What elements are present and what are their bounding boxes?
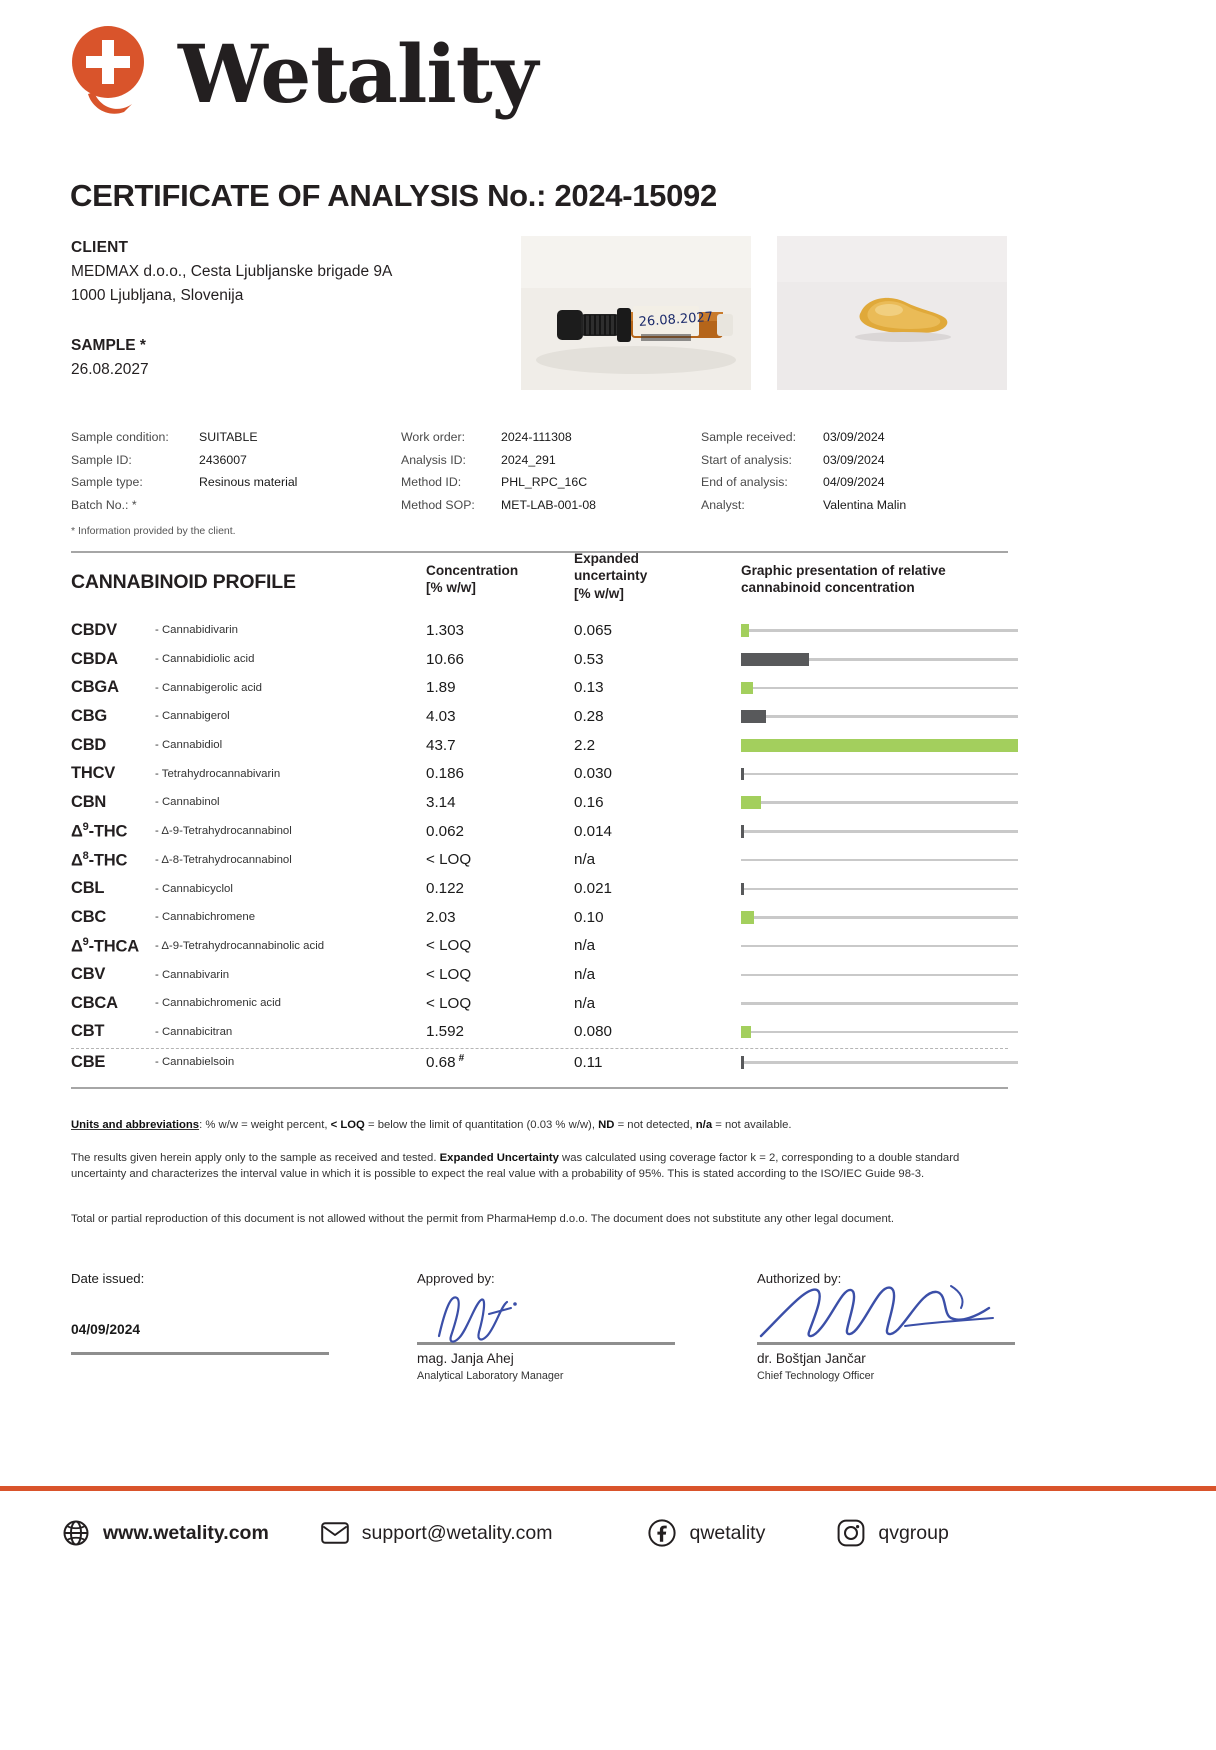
cannabinoid-name: - Cannabichromene (155, 911, 256, 924)
meta-row (401, 453, 701, 476)
units-rest-d: = not available. (712, 1119, 792, 1131)
reproduction-note: Total or partial reproduction of this document is not allowed without the permit from PharmaHemp d.o.o. The document does not substitute any other legal document. (71, 1213, 895, 1225)
cannabinoid-abbr: CBGA (71, 678, 119, 697)
cannabinoid-abbr: CBD (71, 735, 107, 754)
table-row (71, 989, 1008, 1018)
units-nd: ND (598, 1119, 615, 1131)
col-graphic-line1: Graphic presentation of relative (741, 563, 946, 578)
cannabinoid-name: - Cannabichromenic acid (155, 997, 281, 1010)
meta-row (701, 475, 1001, 498)
cannabinoid-concentration: 0.186 (426, 765, 465, 783)
cannabinoid-concentration: 4.03 (426, 707, 456, 725)
footer-instagram[interactable] (837, 1519, 948, 1547)
approved-by-label: Approved by: (417, 1271, 495, 1286)
cannabinoid-bar-cell (741, 967, 1008, 983)
cannabinoid-name: - Cannabielsoin (155, 1056, 235, 1069)
cannabinoid-uncertainty: 0.16 (574, 793, 604, 811)
cannabinoid-concentration: < LOQ (426, 994, 472, 1012)
cannabinoid-bar-cell (741, 708, 1008, 724)
bar-track (741, 1031, 1018, 1034)
table-row (71, 645, 1008, 674)
cannabinoid-name: - Δ-8-Tetrahydrocannabinol (155, 853, 292, 866)
bar-fill (741, 682, 753, 695)
table-dashed-rule (71, 1048, 1008, 1049)
meta-value: 2024_291 (501, 452, 556, 467)
authorized-name: dr. Boštjan Jančar (757, 1351, 866, 1366)
cannabinoid-bar-cell (741, 737, 1008, 753)
cannabinoid-abbr: THCV (71, 764, 116, 783)
meta-key: Method ID: (401, 475, 462, 489)
client-address-line-2: 1000 Ljubljana, Slovenija (71, 287, 244, 305)
cannabinoid-uncertainty: 0.030 (574, 765, 613, 783)
bar-fill (741, 911, 754, 924)
bar-track (741, 974, 1018, 977)
cannabinoid-abbr: CBN (71, 792, 107, 811)
meta-row (401, 430, 701, 453)
cannabinoid-concentration: < LOQ (426, 851, 472, 869)
cannabinoid-name: - Cannabigerol (155, 710, 230, 723)
cannabinoid-bar-cell (741, 622, 1008, 638)
bar-track (741, 687, 1018, 690)
page-title: CERTIFICATE OF ANALYSIS No.: 2024-15092 (70, 178, 717, 213)
cannabinoid-bar-cell (741, 938, 1008, 954)
cannabinoid-bar-cell (741, 651, 1008, 667)
results-text-b: was calculated using coverage factor k = 2, corresponding to a double standard uncertainty and characterizes the interval value in which it is possible to expect the real value with a probability of 95%. This is stated according to the ISO/IEC Guide 98-3. (71, 1152, 960, 1181)
bar-fill (741, 739, 1018, 752)
table-row (71, 817, 1008, 846)
meta-value: 2024-111308 (501, 430, 572, 444)
bar-fill (741, 1026, 751, 1039)
meta-key: Start of analysis: (701, 452, 792, 467)
col-unc-line1: Expanded (574, 551, 639, 566)
cannabinoid-bar-cell (741, 766, 1008, 782)
brand-name: Wetality (178, 27, 538, 121)
bar-track (741, 801, 1018, 804)
cannabinoid-concentration: 10.66 (426, 650, 465, 668)
globe-icon (62, 1519, 90, 1547)
cannabinoid-name: - Cannabigerolic acid (155, 681, 263, 694)
cannabinoid-uncertainty: 0.53 (574, 650, 604, 668)
results-text-a: The results given herein apply only to the sample as received and tested. (71, 1152, 440, 1164)
column-header-concentration (426, 562, 518, 597)
cannabinoid-bar-cell (741, 995, 1008, 1011)
table-row (71, 903, 1008, 932)
cannabinoid-uncertainty: 0.080 (574, 1023, 613, 1041)
cannabinoid-uncertainty: 0.10 (574, 908, 604, 926)
bar-track (741, 888, 1018, 891)
footer-instagram-text: qvgroup (878, 1521, 949, 1544)
bar-track (741, 1061, 1018, 1064)
bar-fill (741, 768, 744, 781)
meta-key: Work order: (401, 430, 466, 444)
date-issued-line (71, 1352, 329, 1355)
cannabinoid-bar-cell (741, 680, 1008, 696)
cannabinoid-name: - Cannabicyclol (155, 882, 233, 895)
cannabinoid-concentration: 1.89 (426, 679, 456, 697)
cannabinoid-concentration: 0.062 (426, 822, 465, 840)
meta-value: MET-LAB-001-08 (501, 497, 597, 512)
authorized-signature-area (757, 1286, 1015, 1338)
cannabinoid-uncertainty: 0.28 (574, 707, 604, 725)
units-rest-c: = not detected, (614, 1119, 696, 1131)
cannabinoid-concentration: 1.592 (426, 1023, 465, 1041)
bar-track (741, 715, 1018, 718)
bar-track (741, 629, 1018, 632)
table-row (71, 731, 1008, 760)
table-row (71, 1046, 1008, 1078)
sample-photo-resin (777, 236, 1007, 390)
table-row (71, 788, 1008, 817)
footer-website[interactable] (62, 1519, 269, 1547)
authorized-signature-line (757, 1342, 1015, 1345)
col-graphic-line2: cannabinoid concentration (741, 580, 915, 596)
bar-fill (741, 1056, 744, 1069)
col-conc-line1: Concentration (426, 563, 519, 578)
bar-track (741, 1002, 1018, 1005)
cannabinoid-name: - Cannabidiolic acid (155, 653, 255, 666)
meta-key: Sample ID: (71, 452, 132, 467)
meta-key: Method SOP: (401, 497, 475, 512)
cannabinoid-name: - Tetrahydrocannabivarin (155, 767, 281, 780)
table-title: CANNABINOID PROFILE (71, 571, 296, 593)
cannabinoid-abbr: CBDV (71, 620, 117, 639)
sample-value: 26.08.2027 (71, 361, 149, 379)
cannabinoid-concentration: 3.14 (426, 793, 456, 811)
cannabinoid-uncertainty: n/a (574, 851, 596, 869)
approved-signature-line (417, 1342, 675, 1345)
facebook-icon (648, 1519, 676, 1547)
meta-row (401, 475, 701, 498)
cannabinoid-uncertainty: 0.065 (574, 621, 613, 639)
cannabinoid-name: - Cannabivarin (155, 968, 230, 981)
footer-facebook[interactable] (648, 1519, 765, 1547)
sample-photo-syringe (521, 236, 751, 390)
cannabinoid-uncertainty: n/a (574, 937, 596, 955)
svg-text:26.08.2027: 26.08.2027 (638, 309, 714, 330)
units-rest-a: : % w/w = weight percent, (199, 1119, 331, 1131)
results-note (71, 1150, 1011, 1183)
table-row (71, 702, 1008, 731)
cannabinoid-bar-cell (741, 1054, 1008, 1070)
cannabinoid-name: - Δ-9-Tetrahydrocannabinol (155, 825, 292, 838)
meta-row (401, 498, 701, 521)
cannabinoid-abbr: $\Delta^9$-THC (71, 820, 128, 841)
table-row (71, 759, 1008, 788)
cannabinoid-abbr: CBE (71, 1052, 106, 1071)
metadata-column-3 (701, 430, 1001, 520)
cannabinoid-concentration: 0.68 # (426, 1053, 465, 1072)
client-info-footnote: * Information provided by the client. (71, 525, 236, 537)
units-loq: < LOQ (330, 1119, 365, 1131)
cannabinoid-uncertainty: n/a (574, 994, 596, 1012)
cannabinoid-uncertainty: n/a (574, 966, 596, 984)
cannabinoid-abbr: CBL (71, 879, 105, 898)
cannabinoid-uncertainty: 0.11 (574, 1053, 603, 1071)
cannabinoid-name: - Cannabidiol (155, 739, 223, 752)
meta-value: Resinous material (199, 475, 298, 489)
cannabinoid-uncertainty: 0.13 (574, 679, 604, 697)
cannabinoid-uncertainty: 2.2 (574, 736, 596, 754)
client-heading: CLIENT (71, 239, 129, 256)
client-block (71, 236, 392, 308)
col-unc-line2: uncertainty (574, 568, 648, 584)
footer-contact-list (0, 1519, 1216, 1547)
bar-track (741, 945, 1018, 948)
meta-key: Sample type: (71, 475, 143, 489)
table-row (71, 673, 1008, 702)
table-bottom-rule (71, 1087, 1008, 1089)
meta-value: 03/09/2024 (823, 452, 885, 467)
bar-fill (741, 624, 749, 637)
meta-value: 03/09/2024 (823, 430, 885, 444)
authorized-role: Chief Technology Officer (757, 1370, 875, 1382)
col-conc-line2: [% w/w] (426, 580, 476, 596)
units-label: Units and abbreviations (71, 1119, 200, 1131)
sample-block (71, 334, 149, 382)
meta-row (71, 498, 401, 521)
footer (0, 1491, 1216, 1750)
meta-key: Batch No.: * (71, 497, 137, 512)
cannabinoid-abbr: $\Delta^9$-THCA (71, 935, 139, 956)
bar-fill (741, 653, 809, 666)
bar-fill (741, 883, 744, 896)
units-rest-b: = below the limit of quantitation (0.03 % w/w), (364, 1119, 599, 1131)
meta-row (71, 453, 401, 476)
bar-track (741, 916, 1018, 919)
cannabinoid-bar-cell (741, 909, 1008, 925)
footer-website-text: www.wetality.com (103, 1521, 269, 1544)
cannabinoid-concentration: < LOQ (426, 966, 472, 984)
instagram-icon (837, 1519, 865, 1547)
cannabinoid-abbr: CBG (71, 706, 108, 725)
authorized-by-label: Authorized by: (757, 1271, 842, 1286)
cannabinoid-table-body (71, 616, 1008, 1078)
cannabinoid-concentration: < LOQ (426, 937, 472, 955)
units-na: n/a (695, 1119, 713, 1131)
cannabinoid-abbr: CBCA (71, 993, 118, 1012)
envelope-icon (321, 1522, 349, 1544)
cannabinoid-name: - Cannabicitran (155, 1025, 233, 1038)
meta-value: SUITABLE (199, 430, 258, 444)
table-row (71, 932, 1008, 961)
table-row (71, 846, 1008, 875)
approved-signature-area (417, 1286, 675, 1338)
cannabinoid-abbr: CBC (71, 907, 107, 926)
column-header-uncertainty (574, 550, 647, 602)
meta-row (71, 430, 401, 453)
table-row (71, 874, 1008, 903)
approved-name: mag. Janja Ahej (417, 1351, 514, 1366)
bar-track (741, 773, 1018, 776)
cannabinoid-name: - Cannabidivarin (155, 624, 238, 637)
results-bold: Expanded Uncertainty (439, 1152, 559, 1164)
date-issued-label: Date issued: (71, 1271, 145, 1286)
cannabinoid-concentration: 43.7 (426, 736, 456, 754)
date-issued-value: 04/09/2024 (71, 1322, 141, 1337)
meta-value: Valentina Malin (823, 497, 907, 512)
approved-role: Analytical Laboratory Manager (417, 1370, 564, 1382)
bar-fill (741, 825, 744, 838)
meta-row (701, 430, 1001, 453)
cannabinoid-uncertainty: 0.021 (574, 880, 613, 898)
bar-fill (741, 710, 766, 723)
meta-value: 2436007 (199, 452, 247, 467)
metadata-column-2 (401, 430, 701, 520)
q-cross-logo-icon (62, 22, 158, 122)
bar-track (741, 859, 1018, 862)
units-abbreviations-note (71, 1117, 1011, 1133)
cannabinoid-abbr: CBT (71, 1022, 105, 1041)
meta-row (701, 453, 1001, 476)
cannabinoid-bar-cell (741, 852, 1008, 868)
bar-track (741, 830, 1018, 833)
cannabinoid-bar-cell (741, 881, 1008, 897)
meta-key: Analysis ID: (401, 452, 466, 467)
signature-authorized-icon (755, 1278, 1005, 1346)
signature-approved-icon (427, 1284, 577, 1346)
cannabinoid-concentration: 0.122 (426, 880, 465, 898)
footer-email-text: support@wetality.com (361, 1521, 553, 1544)
table-row (71, 960, 1008, 989)
meta-key: Sample received: (701, 430, 797, 444)
cannabinoid-concentration: 1.303 (426, 621, 465, 639)
meta-key: End of analysis: (701, 475, 788, 489)
client-address-line-1: MEDMAX d.o.o., Cesta Ljubljanske brigade 9A (71, 263, 393, 281)
cannabinoid-concentration: 2.03 (426, 908, 456, 926)
cannabinoid-abbr: $\Delta^8$-THC (71, 849, 128, 870)
cannabinoid-bar-cell (741, 823, 1008, 839)
meta-value: 04/09/2024 (823, 475, 885, 489)
cannabinoid-name: - Cannabinol (155, 796, 220, 809)
meta-key: Analyst: (701, 497, 745, 512)
meta-key: Sample condition: (71, 430, 169, 444)
col-unc-line3: [% w/w] (574, 585, 624, 601)
cannabinoid-bar-cell (741, 1024, 1008, 1040)
table-header (71, 551, 1008, 618)
meta-row (71, 475, 401, 498)
approved-by-block (417, 1271, 675, 1382)
footer-facebook-text: qwetality (689, 1521, 766, 1544)
table-row (71, 616, 1008, 645)
meta-row (701, 498, 1001, 521)
table-row (71, 1018, 1008, 1047)
bar-fill (741, 796, 761, 809)
meta-value: PHL_RPC_16C (501, 475, 588, 489)
table-top-rule (71, 551, 1008, 553)
cannabinoid-abbr: CBDA (71, 649, 118, 668)
brand-logo (62, 22, 537, 122)
cannabinoid-bar-cell (741, 794, 1008, 810)
authorized-by-block (757, 1271, 1015, 1382)
cannabinoid-uncertainty: 0.014 (574, 822, 613, 840)
column-header-graphic (741, 562, 946, 597)
footer-email[interactable] (321, 1522, 553, 1545)
metadata-column-1 (71, 430, 401, 520)
sample-heading: SAMPLE * (71, 337, 146, 354)
cannabinoid-name: - Δ-9-Tetrahydrocannabinolic acid (155, 939, 325, 952)
cannabinoid-abbr: CBV (71, 965, 106, 984)
